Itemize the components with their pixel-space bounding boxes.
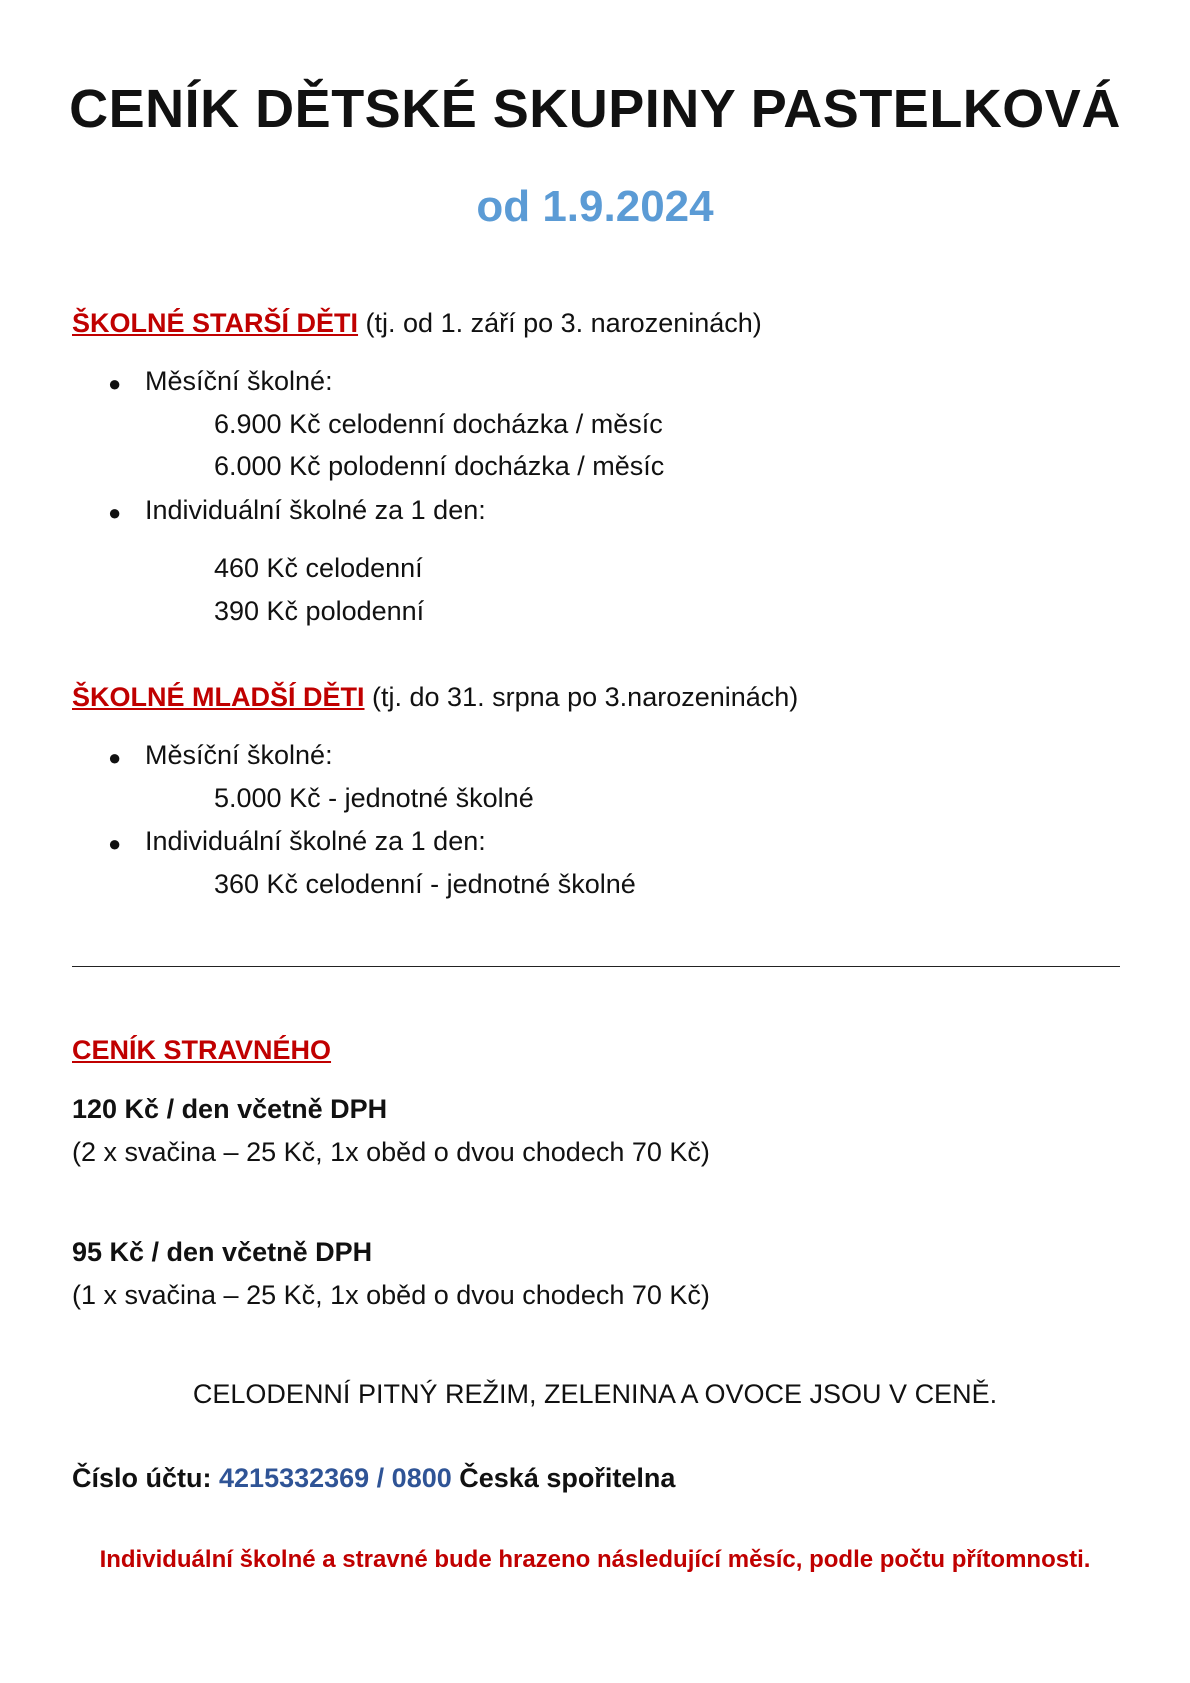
bullet-icon: ●: [108, 831, 122, 856]
account-number: 4215332369 / 0800: [219, 1463, 452, 1493]
older-daily-full: 460 Kč celodenní: [214, 553, 423, 583]
younger-section-heading-line: [72, 682, 798, 713]
older-section-heading-line: [72, 308, 762, 339]
section-divider: [72, 966, 1120, 967]
account-label: Číslo účtu:: [72, 1463, 212, 1493]
meals-included-note: CELODENNÍ PITNÝ REŽIM, ZELENINA A OVOCE JSOU V CENĚ.: [192, 1379, 998, 1409]
older-monthly-full: 6.900 Kč celodenní docházka / měsíc: [214, 409, 663, 439]
meal-option-1-price: 120 Kč / den včetně DPH: [72, 1094, 388, 1124]
older-daily-half: 390 Kč polodenní: [214, 596, 425, 626]
younger-monthly-label: Měsíční školné:: [145, 740, 333, 770]
account-bank: Česká spořitelna: [459, 1463, 676, 1493]
younger-section-heading: ŠKOLNÉ MLADŠÍ DĚTI: [72, 682, 365, 712]
older-monthly-half: 6.000 Kč polodenní docházka / měsíc: [214, 451, 665, 481]
older-daily-label: Individuální školné za 1 den:: [145, 495, 486, 525]
older-section-heading: ŠKOLNÉ STARŠÍ DĚTI: [72, 308, 359, 338]
younger-section-note: (tj. do 31. srpna po 3.narozeninách): [372, 682, 799, 712]
meal-option-1-detail: (2 x svačina – 25 Kč, 1x oběd o dvou chodech 70 Kč): [72, 1137, 710, 1167]
page-subtitle-date: od 1.9.2024: [476, 182, 714, 231]
meal-option-2-price: 95 Kč / den včetně DPH: [72, 1237, 373, 1267]
payment-footer-note: Individuální školné a stravné bude hrazeno následující měsíc, podle počtu přítomnosti.: [99, 1546, 1091, 1573]
younger-daily-value: 360 Kč celodenní - jednotné školné: [214, 869, 636, 899]
meals-heading: CENÍK STRAVNÉHO: [72, 1035, 332, 1065]
older-monthly-label: Měsíční školné:: [145, 366, 333, 396]
meals-heading-line: [72, 1035, 331, 1066]
older-section-note: (tj. od 1. září po 3. narozeninách): [365, 308, 762, 338]
bullet-icon: ●: [108, 500, 122, 525]
meal-option-2-detail: (1 x svačina – 25 Kč, 1x oběd o dvou chodech 70 Kč): [72, 1280, 710, 1310]
account-line: [72, 1463, 675, 1494]
bullet-icon: ●: [108, 371, 122, 396]
younger-daily-label: Individuální školné za 1 den:: [145, 826, 486, 856]
bullet-icon: ●: [108, 745, 122, 770]
younger-monthly-value: 5.000 Kč - jednotné školné: [214, 783, 534, 813]
page-title: CENÍK DĚTSKÉ SKUPINY PASTELKOVÁ: [69, 79, 1121, 139]
